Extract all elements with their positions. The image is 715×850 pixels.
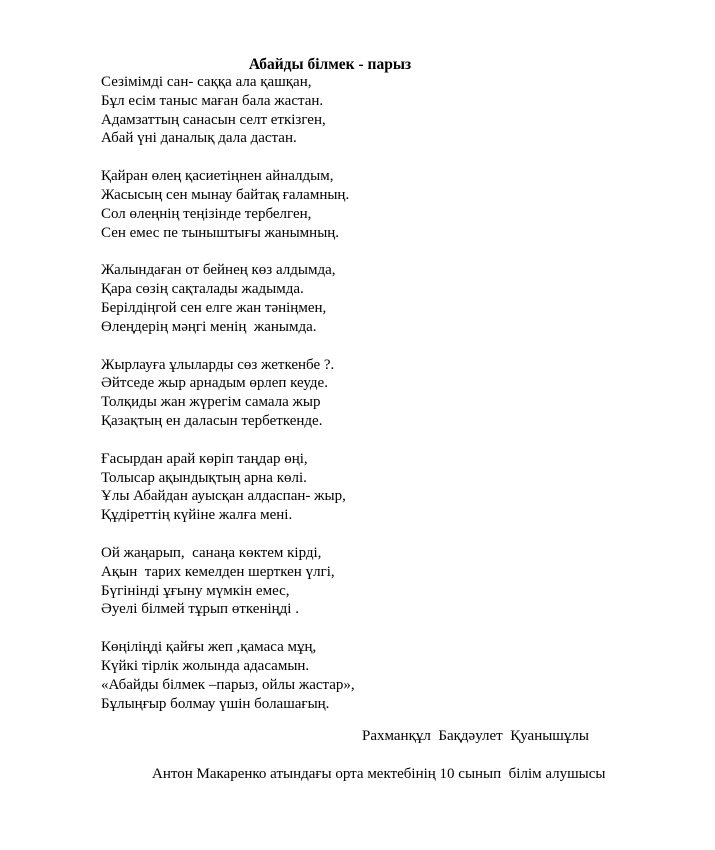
- poem-line: Өлеңдерің мәңгі менің жанымда.: [101, 318, 317, 335]
- stanza-4: [101, 356, 355, 431]
- stanza-1: [101, 73, 355, 148]
- poem-line: Ой жаңарып, санаңа көктем кірді,: [101, 544, 322, 561]
- poem-line: Сол өлеңнің теңізінде тербелген,: [101, 205, 312, 222]
- stanza-3: [101, 261, 355, 336]
- poem-line: Берілдіңгой сен елге жан тәніңмен,: [101, 299, 327, 316]
- poem-line: Күйкі тірлік жолында адасамын.: [101, 657, 310, 674]
- poem-line: Сезімімді сан- саққа ала қашқан,: [101, 74, 312, 90]
- stanza-2: [101, 167, 355, 242]
- poem-line: Әуелі білмей тұрып өткеніңді .: [101, 601, 299, 618]
- stanza-6: [101, 544, 355, 619]
- poem-title: Абайды білмек - парыз: [248, 56, 412, 73]
- poem-line: Жырлауға ұлыларды сөз жеткенбе ?.: [101, 356, 335, 373]
- poem-line: Жалындаған от бейнең көз алдымда,: [101, 262, 336, 279]
- poem-line: Құдіреттің күйіне жалға мені.: [101, 507, 293, 524]
- poem-line: Бұл есім таныс маған бала жастан.: [101, 92, 324, 109]
- poem-line: Қазақтың ен даласын тербеткенде.: [101, 412, 323, 429]
- poem-line: Көңіліңді қайғы жеп ,қамаса мұң,: [101, 639, 317, 656]
- poem-line: Ақын тарих кемелден шерткен үлгі,: [101, 563, 335, 580]
- poem-line: Толқиды жан жүрегім самала жыр: [101, 394, 321, 411]
- poem-line: Бүгінінді ұғыну мүмкін емес,: [101, 582, 290, 599]
- poem-line: Қара сөзің сақталады жадымда.: [101, 281, 304, 298]
- author-school: Антон Макаренко атындағы орта мектебінің 10 сынып білім алушысы: [152, 766, 606, 782]
- poem-line: Жасысың сен мынау байтақ ғаламның.: [101, 186, 350, 203]
- poem-line: Толысар ақындықтың арна көлі.: [101, 469, 307, 486]
- poem-body: [101, 73, 355, 732]
- stanza-7: [101, 638, 355, 713]
- poem-line: Бұлыңғыр болмау үшін болашағың.: [101, 695, 330, 712]
- author-name: Рахманқұл Бақдәулет Қуанышұлы: [362, 728, 589, 744]
- stanza-5: [101, 450, 355, 525]
- poem-line: Ғасырдан арай көріп таңдар өңі,: [101, 450, 308, 467]
- poem-line: Абай үні даналық дала дастан.: [101, 130, 297, 147]
- poem-line: Сен емес пе тыныштығы жанымның.: [101, 224, 340, 241]
- poem-line: Адамзаттың санасын селт еткізген,: [101, 111, 326, 128]
- poem-line: Ұлы Абайдан ауысқан алдаспан- жыр,: [101, 488, 346, 505]
- poem-line: Қайран өлең қасиетіңнен айналдым,: [101, 168, 334, 185]
- poem-line: Әйтседе жыр арнадым өрлеп кеуде.: [101, 375, 328, 392]
- poem-line: «Абайды білмек –парыз, ойлы жастар»,: [101, 676, 355, 693]
